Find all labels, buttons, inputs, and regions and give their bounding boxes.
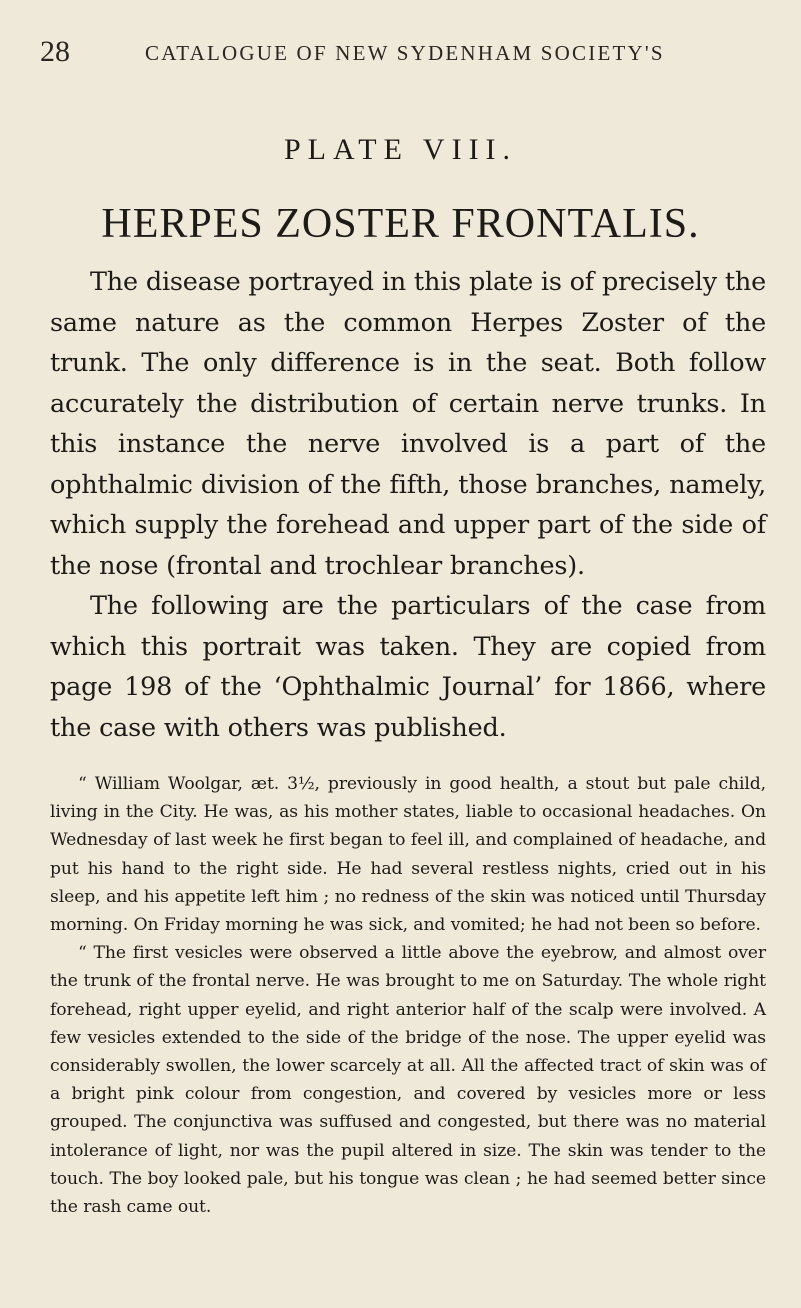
quoted-case-paragraph: “ The first vesicles were observed a little above the eyebrow, and almost over the trunk of the frontal nerve. He was brought to me on Saturday. The whole right forehead, right upper eyelid, and right anterior half of the scalp were involved. A few vesicles extended to the side of the bridge of the nose. The upper eyelid was considerably swollen, the lower scarcely at all. All the affected tract of skin was of a bright pink colour from congestion, and covered by vesicles more or less grouped. The conjunctiva was suffused and congested, but there was no material intolerance of light, nor was the pupil altered in size. The skin was tender to the touch. The boy looked pale, but his tongue was clean ; he had seemed better since the rash came out. — [50, 943, 766, 1218]
plate-title: PLATE VIII. — [283, 133, 518, 166]
page-number: 28 — [40, 35, 70, 68]
disease-title: HERPES ZOSTER FRONTALIS. — [101, 201, 700, 247]
running-head — [40, 32, 761, 72]
quoted-case-paragraph: “ William Woolgar, æt. 3½, previously in good health, a stout but pale child, living in the City. He was, as his mother states, liable to occasional headaches. On Wednesday of last week he first began to feel ill, and complained of headache, and put his hand to the right side. He had several restless nights, cried out in his sleep, and his appetite left him ; no redness of the skin was noticed until Thursday morning. On Friday morning he was sick, and vomited; he had not been so before. — [50, 774, 766, 936]
paragraph: The following are the particulars of the case from which this portrait was taken. They are copied from page 198 of the ‘Ophthalmic Journal’ for 1866, where the case with others was published. — [50, 591, 766, 743]
paragraph: The disease portrayed in this plate is of precisely the same nature as the common Herpes Zoster of the trunk. The only difference is in the seat. Both follow accurately the distribution of certain nerve trunks. In this instance the nerve involved is a part of the ophthalmic division of the fifth, those branches, namely, which supply the forehead and upper part of the side of the nose (frontal and trochlear branches). — [50, 267, 766, 581]
body-text — [50, 262, 766, 1221]
running-title: CATALOGUE OF NEW SYDENHAM SOCIETY'S — [145, 41, 665, 65]
